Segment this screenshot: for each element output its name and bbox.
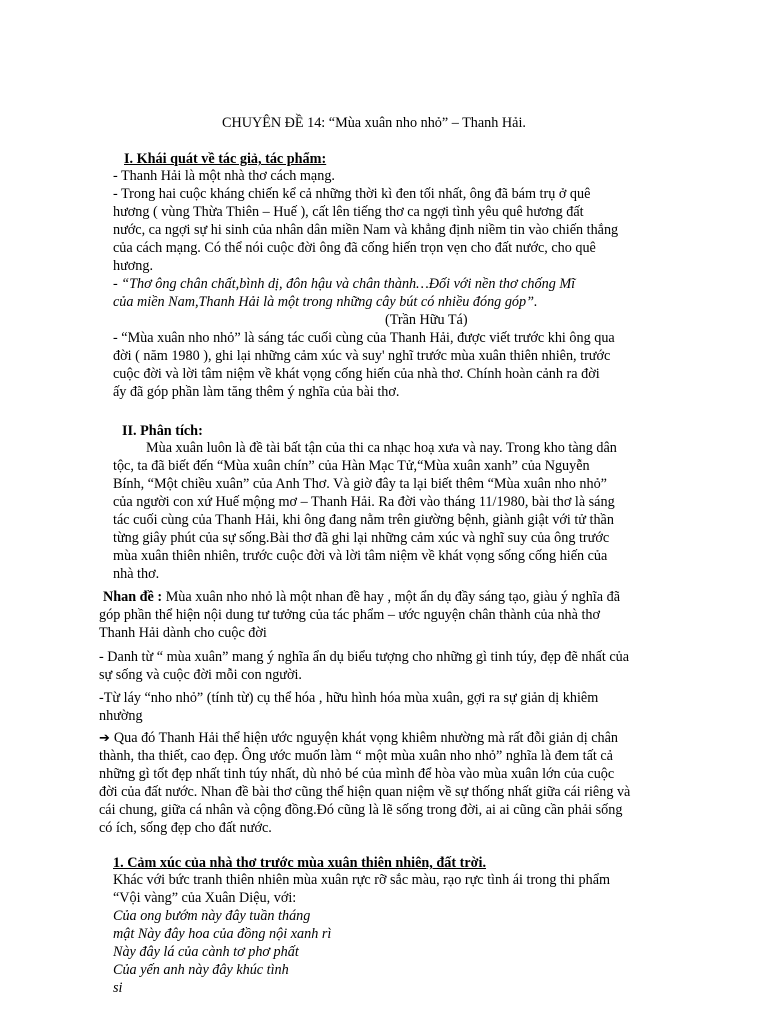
poem-line: Của ong bướm này đây tuần tháng — [113, 908, 311, 924]
page-title: CHUYÊN ĐỀ 14: “Mùa xuân nho nhỏ” – Thanh Hải. — [222, 115, 526, 131]
paragraph-line: đời của đất nước. Nhan đề bài thơ cũng thể hiện quan niệm về sự thống nhất giữa cái riêng và — [99, 784, 631, 800]
paragraph-line: mùa xuân thiên nhiên, trước cuộc đời và lời tâm niệm về khát vọng sống cống hiến của — [113, 548, 608, 564]
paragraph-line: tác cuối cùng của Thanh Hải, khi ông đang nằm trên giường bệnh, giành giật với tử thần — [113, 512, 614, 528]
paragraph-line: cuộc đời và lời tâm niệm về khát vọng cống hiến của nhà thơ. Chính hoàn cảnh ra đời — [113, 366, 600, 382]
paragraph-line: tộc, ta đã biết đến “Mùa xuân chín” của Hàn Mạc Tử,“Mùa xuân xanh” của Nguyễn — [113, 458, 590, 474]
paragraph-line: Khác với bức tranh thiên nhiên mùa xuân rực rỡ sắc màu, rạo rực tình ái trong thi phẩm — [113, 872, 611, 888]
paragraph-line: - Trong hai cuộc kháng chiến kể cả những thời kì đen tối nhất, ông đã bám trụ ở quê — [113, 186, 591, 202]
section-heading-3: 1. Cảm xúc của nhà thơ trước mùa xuân thiên nhiên, đất trời. — [113, 855, 487, 871]
paragraph-line: - Thanh Hải là một nhà thơ cách mạng. — [113, 168, 335, 184]
paragraph-line: cái chung, giữa cá nhân và cộng đồng.Đó cũng là lẽ sống trong đời, ai ai cũng cần phải sống — [99, 802, 623, 818]
poem-line: Của yến anh này đây khúc tình — [113, 962, 289, 978]
nhan-de-text: Mùa xuân nho nhỏ là một nhan đề hay , một ẩn dụ đầy sáng tạo, giàu ý nghĩa đã — [162, 589, 620, 605]
paragraph-line: nhường — [99, 708, 143, 724]
paragraph-line: của cách mạng. Có thể nói cuộc đời ông đã cống hiến trọn vẹn cho đất nước, cho quê — [113, 240, 596, 256]
paragraph-line: sự sống và cuộc đời mỗi con người. — [99, 667, 302, 683]
quote-author: (Trần Hữu Tá) — [385, 312, 468, 328]
poem-line: mật Này đây hoa của đồng nội xanh rì — [113, 926, 332, 942]
paragraph-line: từng giây phút của sự sống.Bài thơ đã ghi lại những cảm xúc và nghĩ suy của ông trước — [113, 530, 610, 546]
section-heading-2: II. Phân tích: — [122, 423, 203, 439]
paragraph-line: nhà thơ. — [113, 566, 160, 582]
poem-line: si — [113, 980, 123, 996]
paragraph-line: đời ( năm 1980 ), ghi lại những cảm xúc và suy' nghĩ trước mùa xuân thiên nhiên, trước — [113, 348, 611, 364]
poem-line: Này đây lá của cành tơ phơ phất — [113, 944, 299, 960]
conclusion-first-line — [99, 730, 618, 748]
paragraph-line: thành, tha thiết, cao đẹp. Ông ước muốn làm “ một mùa xuân nho nhỏ” nghĩa là đem tất cả — [99, 748, 613, 764]
paragraph-line: có ích, sống đẹp cho đất nước. — [99, 820, 272, 836]
paragraph-line: - Danh từ “ mùa xuân” mang ý nghĩa ẩn dụ biểu tượng cho những gì tinh túy, đẹp đẽ nhất của — [99, 649, 630, 665]
quote-line: - “Thơ ông chân chất,bình dị, đôn hậu và chân thành…Đối với nền thơ chống Mĩ — [113, 276, 576, 292]
section-heading-1: I. Khái quát về tác giả, tác phẩm: — [124, 151, 327, 167]
paragraph-line: Bính, “Một chiều xuân” của Anh Thơ. Và giờ đây ta lại biết thêm “Mùa xuân nho nhỏ” — [113, 476, 607, 492]
paragraph-line: của người con xứ Huế mộng mơ – Thanh Hải. Ra đời vào tháng 11/1980, bài thơ là sáng — [113, 494, 615, 510]
paragraph-line: Thanh Hải dành cho cuộc đời — [99, 625, 267, 641]
quote-line: của miền Nam,Thanh Hải là một trong những cây bút có nhiều đóng góp”. — [113, 294, 538, 310]
paragraph-line: hương. — [113, 258, 154, 274]
paragraph-line: hương ( vùng Thừa Thiên – Huế ), cất lên tiếng thơ ca ngợi tình yêu quê hương đất — [113, 204, 584, 220]
nhan-de-label: Nhan đề : — [103, 589, 163, 605]
conclusion-text: Qua đó Thanh Hải thể hiện ước nguyện khát vọng khiêm nhường mà rất đỗi giản dị chân — [113, 730, 619, 746]
paragraph-line: những gì tốt đẹp nhất tinh túy nhất, dù nhỏ bé của mình để hòa vào mùa xuân lớn của cuộc — [99, 766, 615, 782]
paragraph-line: ấy đã góp phần làm tăng thêm ý nghĩa của bài thơ. — [113, 384, 400, 400]
nhan-de-line — [103, 589, 620, 607]
paragraph-line: -Từ láy “nho nhỏ” (tính từ) cụ thể hóa , hữu hình hóa mùa xuân, gợi ra sự giản dị khiêm — [99, 690, 599, 706]
paragraph-line: nước, ca ngợi sự hi sinh của nhân dân miền Nam và khẳng định niềm tin vào chiến thắng — [113, 222, 619, 238]
paragraph-line: Mùa xuân luôn là đề tài bất tận của thi ca nhạc hoạ xưa và nay. Trong kho tàng dân — [146, 440, 617, 456]
paragraph-line: góp phần thể hiện nội dung tư tưởng của tác phẩm – ước nguyện chân thành của nhà thơ — [99, 607, 601, 623]
paragraph-line: - “Mùa xuân nho nhỏ” là sáng tác cuối cùng của Thanh Hải, được viết trước khi ông qua — [113, 330, 615, 346]
paragraph-line: “Vội vàng” của Xuân Diệu, với: — [113, 890, 297, 906]
arrow-right-icon: ➔ — [99, 731, 110, 746]
